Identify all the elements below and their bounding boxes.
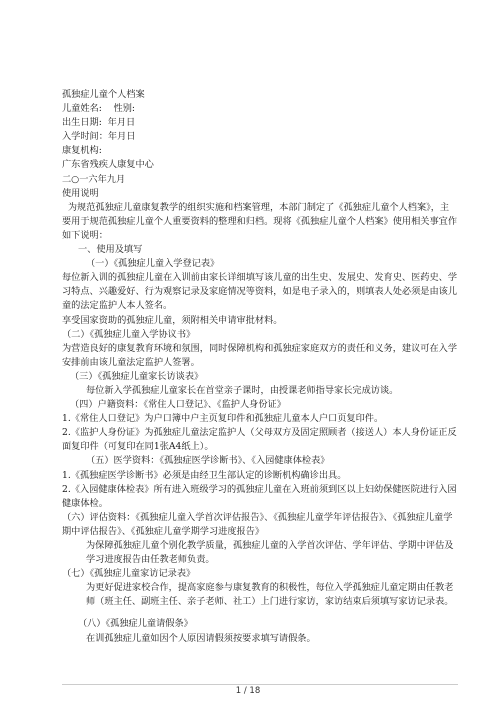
- section-1-4-item-2: 2.《监护人身份证》为孤独症儿童法定监护人（父母双方及固定照顾者（接送人）本人身份证正反面复印件（可复印在同1张A4纸上）。: [62, 427, 457, 453]
- section-1-4-heading: （四）户籍资料：《常住人口登记》、《监护人身份证》: [70, 399, 286, 411]
- section-1-4-item-1: 1.《常住人口登记》为户口簿中户主页复印件和孤独症儿童本人户口页复印件。: [62, 413, 384, 425]
- section-1-8-heading: （八）《孤独症儿童请假条》: [78, 618, 193, 630]
- birth-date-field: 出生日期: 年月日: [62, 117, 136, 129]
- section-1-1-text-2: 享受国家资助的孤独症儿童，须附相关申请审批材料。: [62, 314, 283, 326]
- doc-date: 二○一六年九月: [62, 173, 126, 185]
- section-1-6-heading: （六）评估资料：《孤独症儿童入学首次评估报告》、《孤独症儿童学年评估报告》、《孤独症儿童学期中评估报告》、《孤独症儿童学期学习进度报告》: [62, 511, 453, 537]
- admission-date-field: 入学时间：年月日: [62, 131, 136, 143]
- section-1-5-item-2: 2.《入园健康体检表》所有进入班级学习的孤独症儿童在入班前须到区以上妇幼保健医院进行入园健康体检。: [62, 483, 457, 509]
- doc-title: 孤独症儿童个人档案: [62, 89, 145, 100]
- section-1-heading: 一、使用及填写: [78, 244, 143, 256]
- intro-paragraph: 为规范孤独症儿童康复教学的组织实施和档案管理，本部门制定了《孤独症儿童个人档案》，主要用于规范孤独症儿童个人重要资料的整理和归档。现将《孤独症儿童个人档案》使用相关事宜作如下说明：: [62, 201, 458, 241]
- name-gender-field: 儿童姓名: 性别:: [62, 103, 135, 115]
- section-1-7-text: 为更好促进家校合作，提高家庭参与康复教育的积极性，每位入学孤独症儿童定期由任教老师（班主任、副班主任、亲子老师、社工）上门进行家访，家访结束后须填写家访记录表。: [86, 582, 454, 608]
- section-1-5-item-1: 1.《孤独症医学诊断书》必须是由经卫生部认定的诊断机构确诊出具。: [62, 469, 347, 481]
- institution-field: 康复机构:: [62, 145, 102, 157]
- section-1-2-text: 为营造良好的康复教育环境和氛围，同时保障机构和孤独症家庭双方的责任和义务，建议可在入学安排前由该儿童法定监护人签署。: [62, 342, 458, 368]
- section-1-3-text: 每位新入学孤独症儿童家长在首堂亲子课时，由授课老师指导家长完成访谈。: [86, 384, 399, 396]
- section-1-5-heading: （五）医学资料：《孤独症医学诊断书》、《入园健康体检表》: [86, 455, 330, 467]
- page-number: 1 / 18: [235, 686, 261, 696]
- section-1-8-text: 在训孤独症儿童如因个人原因请假须按要求填写请假条。: [86, 632, 316, 644]
- footer-divider: [62, 684, 458, 685]
- section-1-6-text: 为保障孤独症儿童个别化教学质量，孤独症儿童的入学首次评估、学年评估、学期中评估及学习进度报告由任教老师负责。: [86, 540, 454, 566]
- spacer: [62, 609, 458, 617]
- section-1-3-heading: （三）《孤独症儿童家长访谈表》: [70, 370, 204, 382]
- section-1-2-heading: （二）《孤独症儿童入学协议书》: [62, 328, 196, 340]
- section-1-1-text: 每位新入训的孤独症儿童在入训前由家长详细填写该儿童的出生史、发展史、发育史、医药史、学习特点、兴趣爱好、行为观察记录及家庭情况等资料，如是电子录入的，则填表人处必须是由该儿童的法定监护人本人签名。: [62, 272, 458, 312]
- section-1-1-heading: （一）《孤独症儿童入学登记表》: [86, 258, 220, 270]
- usage-heading: 使用说明: [62, 187, 99, 199]
- section-1-7-heading: （七）《孤独症儿童家访记录表》: [62, 568, 196, 580]
- center-name: 广东省残疾人康复中心: [62, 159, 154, 171]
